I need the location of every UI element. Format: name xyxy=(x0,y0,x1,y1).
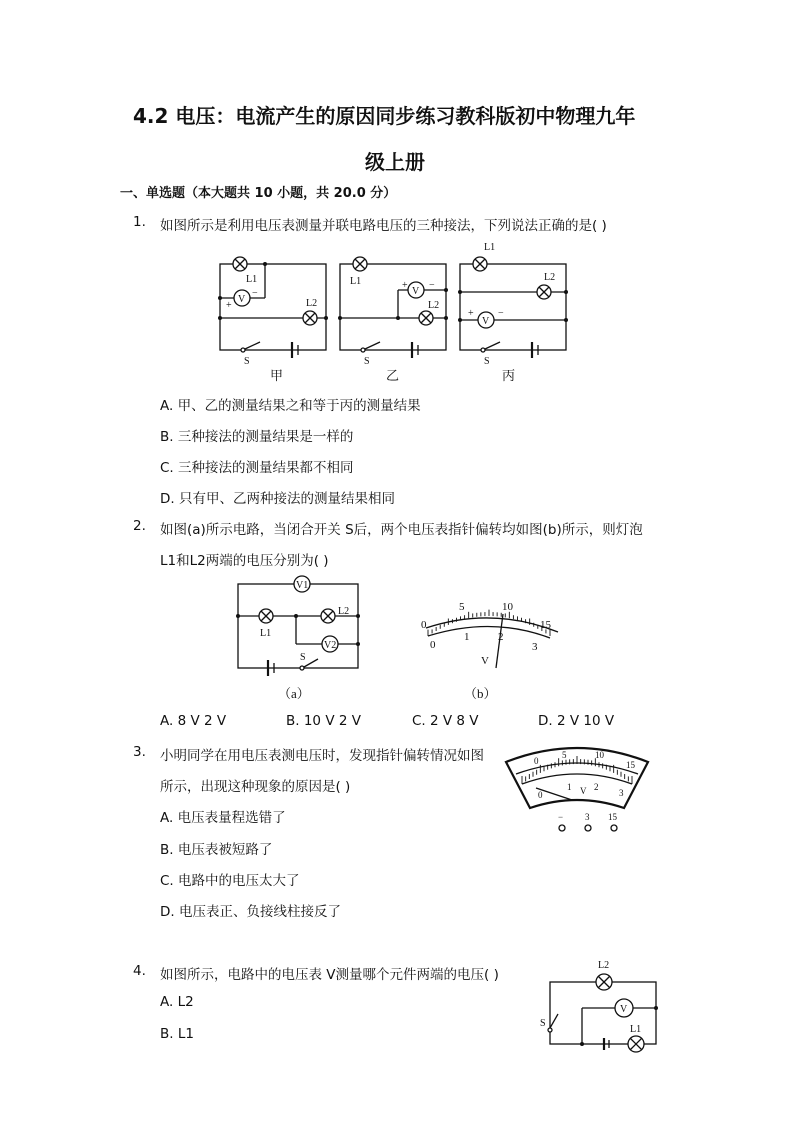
question-3-option-b[interactable]: B. 电压表被短路了 xyxy=(160,842,273,858)
meter-unit-v: V xyxy=(481,655,489,667)
question-4-option-b[interactable]: B. L1 xyxy=(160,1026,194,1042)
question-1-circuit-figures xyxy=(210,238,580,386)
question-2-option-c[interactable]: C. 2 V 8 V xyxy=(412,713,479,729)
terminal-15: 15 xyxy=(608,812,617,822)
lamp-l2-label: L2 xyxy=(338,606,350,617)
page-title-continued: 级上册 xyxy=(365,150,425,174)
scale-top-10: 10 xyxy=(595,750,604,760)
scale-top-0: 0 xyxy=(534,756,539,766)
lamp-l2-label: L2 xyxy=(598,960,610,971)
scale-bottom-3: 3 xyxy=(532,641,538,653)
switch-label: S xyxy=(244,356,250,367)
lamp-l2-label: L2 xyxy=(544,272,556,283)
question-3-stem-continued: 所示，出现这种现象的原因是( ) xyxy=(160,779,351,795)
question-4-number: 4. xyxy=(133,963,146,979)
question-1-stem: 如图所示是利用电压表测量并联电路电压的三种接法，下列说法正确的是( ) xyxy=(160,218,607,234)
question-4-stem: 如图所示，电路中的电压表 V测量哪个元件两端的电压( ) xyxy=(160,967,499,983)
scale-bottom-3: 3 xyxy=(619,788,624,798)
question-1-number: 1. xyxy=(133,214,146,230)
question-3-voltmeter-figure xyxy=(502,740,652,836)
switch-label: S xyxy=(484,356,490,367)
scale-bottom-1: 1 xyxy=(567,782,572,792)
lamp-l2-label: L2 xyxy=(428,300,440,311)
question-2-figures xyxy=(228,572,578,708)
minus-sign: − xyxy=(252,288,258,299)
figure-label-a: （a） xyxy=(278,686,310,701)
switch-label: S xyxy=(300,652,306,663)
section-heading: 一、单选题（本大题共 10 小题，共 20.0 分） xyxy=(120,186,397,201)
question-2-option-b[interactable]: B. 10 V 2 V xyxy=(286,713,361,729)
question-3-stem: 小明同学在用电压表测电压时，发现指针偏转情况如图 xyxy=(160,748,484,764)
question-1-option-b[interactable]: B. 三种接法的测量结果是一样的 xyxy=(160,429,354,445)
question-4-circuit-figure xyxy=(534,956,664,1056)
meter-unit-v: V xyxy=(580,786,587,796)
page-title: 4.2 电压：电流产生的原因同步练习教科版初中物理九年 xyxy=(133,104,636,128)
minus-sign: − xyxy=(429,280,435,291)
voltmeter-v1-label: V1 xyxy=(296,580,309,591)
plus-sign: + xyxy=(226,300,232,311)
scale-bottom-1: 1 xyxy=(464,631,470,643)
plus-sign: + xyxy=(402,280,408,291)
scale-top-15: 15 xyxy=(540,619,551,631)
scale-top-0: 0 xyxy=(421,619,427,631)
question-1-option-d[interactable]: D. 只有甲、乙两种接法的测量结果相同 xyxy=(160,491,395,507)
circuit-bing xyxy=(458,242,568,383)
lamp-l1-label: L1 xyxy=(484,242,496,253)
question-2-option-a[interactable]: A. 8 V 2 V xyxy=(160,713,227,729)
figure-label-yi: 乙 xyxy=(386,368,400,383)
plus-sign: + xyxy=(468,308,474,319)
lamp-l1-label: L1 xyxy=(246,274,258,285)
question-2-stem-continued: L1和L2两端的电压分别为( ) xyxy=(160,553,329,569)
switch-label: S xyxy=(540,1018,546,1029)
question-2-stem: 如图(a)所示电路，当闭合开关 S后，两个电压表指针偏转均如图(b)所示，则灯泡 xyxy=(160,522,643,538)
question-3-option-d[interactable]: D. 电压表正、负接线柱接反了 xyxy=(160,904,341,920)
switch-label: S xyxy=(364,356,370,367)
scale-bottom-2: 2 xyxy=(498,631,504,643)
question-2-option-d[interactable]: D. 2 V 10 V xyxy=(538,713,615,729)
terminal-3: 3 xyxy=(585,812,590,822)
lamp-l1-label: L1 xyxy=(630,1024,642,1035)
lamp-l2-label: L2 xyxy=(306,298,318,309)
figure-label-jia: 甲 xyxy=(270,368,284,383)
circuit-jia xyxy=(218,257,328,383)
question-3-option-a[interactable]: A. 电压表量程选错了 xyxy=(160,810,286,826)
minus-sign: − xyxy=(498,308,504,319)
circuit-a xyxy=(236,576,360,701)
voltmeter-label: V xyxy=(482,316,490,327)
terminal-negative: − xyxy=(558,812,564,822)
scale-top-15: 15 xyxy=(626,760,635,770)
question-4-option-a[interactable]: A. L2 xyxy=(160,994,194,1010)
voltmeter-v2-label: V2 xyxy=(324,640,337,651)
scale-bottom-0: 0 xyxy=(538,790,543,800)
question-1-option-c[interactable]: C. 三种接法的测量结果都不相同 xyxy=(160,460,354,476)
question-2-number: 2. xyxy=(133,518,146,534)
question-3-option-c[interactable]: C. 电路中的电压太大了 xyxy=(160,873,300,889)
voltmeter-label: V xyxy=(238,294,246,305)
circuit-yi xyxy=(338,257,448,383)
scale-top-10: 10 xyxy=(502,601,513,613)
voltmeter-dial-b xyxy=(421,601,558,701)
scale-bottom-2: 2 xyxy=(594,782,599,792)
figure-label-bing: 丙 xyxy=(502,368,516,383)
figure-label-b: （b） xyxy=(464,686,497,701)
lamp-l1-label: L1 xyxy=(260,628,272,639)
question-3-number: 3. xyxy=(133,744,146,760)
voltmeter-label: V xyxy=(412,286,420,297)
scale-top-5: 5 xyxy=(459,601,465,613)
scale-bottom-0: 0 xyxy=(430,639,436,651)
scale-top-5: 5 xyxy=(562,750,567,760)
lamp-l1-label: L1 xyxy=(350,276,362,287)
voltmeter-label: V xyxy=(620,1004,628,1015)
question-1-option-a[interactable]: A. 甲、乙的测量结果之和等于丙的测量结果 xyxy=(160,398,421,414)
